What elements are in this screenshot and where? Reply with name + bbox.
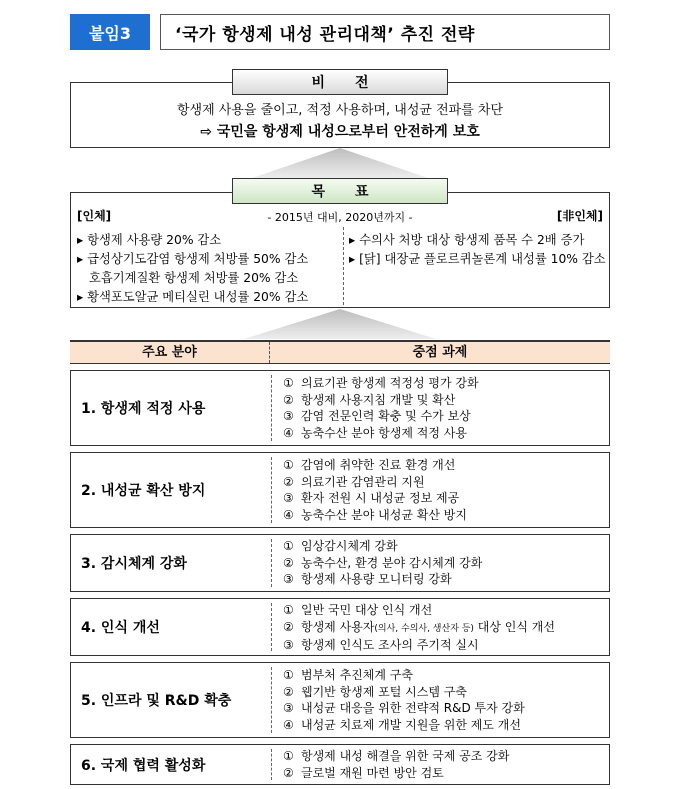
goal-box bbox=[70, 192, 610, 308]
list-item: ▸ 황색포도알균 메티실린 내성률 20% 감소 bbox=[77, 290, 309, 304]
goal-period-note: - 2015년 대비, 2020년까지 - bbox=[267, 211, 413, 224]
vision-label: 비전 bbox=[232, 69, 448, 95]
task-number: ④ bbox=[283, 507, 294, 522]
task-item bbox=[283, 602, 555, 619]
list-item: ▸ 급성상기도감염 항생제 처방률 50% 감소 bbox=[77, 252, 309, 266]
task-text: 웹기반 항생제 포털 시스템 구축 bbox=[301, 684, 467, 699]
task-number: ① bbox=[283, 749, 294, 763]
task-list bbox=[283, 748, 509, 781]
human-goal-list bbox=[77, 231, 308, 307]
task-text: 항생제 내성 해결을 위한 국제 공조 강화 bbox=[301, 749, 510, 763]
task-item bbox=[283, 392, 479, 409]
row-divider bbox=[271, 603, 272, 651]
task-list bbox=[283, 538, 482, 588]
task-number: ③ bbox=[283, 572, 294, 586]
task-list bbox=[283, 457, 467, 523]
task-number: ② bbox=[283, 684, 294, 699]
task-item bbox=[283, 490, 467, 507]
task-item bbox=[283, 425, 479, 442]
task-number: ③ bbox=[283, 701, 294, 715]
area-row bbox=[70, 534, 610, 592]
task-number: ③ bbox=[283, 491, 294, 505]
task-text: 항생제 사용자 bbox=[301, 619, 375, 634]
task-list bbox=[283, 602, 555, 654]
task-text: 임상감시체계 강화 bbox=[301, 539, 398, 553]
goal-divider bbox=[343, 227, 344, 305]
goal-label: 목표 bbox=[232, 178, 448, 204]
row-divider bbox=[271, 457, 272, 523]
task-list bbox=[283, 667, 525, 733]
task-number: ③ bbox=[283, 409, 294, 423]
task-text: 항생제 사용량 모니터링 강화 bbox=[301, 572, 452, 586]
task-number: ① bbox=[283, 376, 294, 390]
task-item bbox=[283, 555, 482, 572]
task-item bbox=[283, 408, 479, 425]
row-divider bbox=[271, 667, 272, 733]
task-text: 내성균 치료제 개발 지원을 위한 제도 개선 bbox=[301, 717, 521, 732]
task-text: 감염에 취약한 진료 환경 개선 bbox=[301, 458, 456, 472]
area-name: 1. 항생제 적정 사용 bbox=[81, 401, 206, 417]
vision-statement: 항생제 사용을 줄이고, 적정 사용하며, 내성균 전파를 차단 bbox=[176, 103, 504, 118]
task-number: ② bbox=[283, 474, 294, 489]
task-text: 내성균 대응을 위한 전략적 R&D 투자 강화 bbox=[301, 701, 525, 715]
task-text: 농축수산 분야 항생제 적정 사용 bbox=[301, 425, 467, 440]
document-header bbox=[70, 14, 610, 50]
task-text: 환자 전원 시 내성균 정보 제공 bbox=[301, 491, 460, 505]
nonhuman-goal-list bbox=[349, 231, 606, 269]
task-item bbox=[283, 684, 525, 701]
list-item: ▸ [닭] 대장균 플로르퀴놀론계 내성률 10% 감소 bbox=[349, 252, 606, 266]
row-divider bbox=[271, 539, 272, 587]
vision-goal-statement: ⇨ 국민을 항생제 내성으로부터 안전하게 보호 bbox=[200, 124, 480, 140]
task-item bbox=[283, 538, 482, 555]
upward-arrow-shape bbox=[0, 309, 680, 339]
task-number: ① bbox=[283, 668, 294, 682]
task-number: ① bbox=[283, 458, 294, 472]
attachment-badge: 붙임3 bbox=[70, 14, 150, 50]
task-text: 감염 전문인력 확충 및 수가 보상 bbox=[301, 409, 471, 423]
row-divider bbox=[271, 749, 272, 780]
area-row bbox=[70, 370, 610, 446]
task-number: ④ bbox=[283, 425, 294, 440]
task-list bbox=[283, 375, 479, 441]
row-divider bbox=[271, 375, 272, 441]
task-note: (의사, 수의사, 생산자 등) bbox=[374, 623, 474, 634]
task-item bbox=[283, 700, 525, 717]
list-item: 호흡기계질환 항생제 처방률 20% 감소 bbox=[89, 271, 299, 285]
task-number: ① bbox=[283, 603, 294, 617]
task-item bbox=[283, 619, 555, 638]
task-text: 항생제 인식도 조사의 주기적 실시 bbox=[301, 638, 479, 652]
area-row bbox=[70, 662, 610, 738]
table-header bbox=[70, 340, 610, 364]
task-text: 의료기관 항생제 적정성 평가 강화 bbox=[301, 376, 479, 390]
task-item bbox=[283, 474, 467, 491]
task-text: 대상 인식 개선 bbox=[473, 619, 555, 634]
area-name: 3. 감시체계 강화 bbox=[81, 556, 187, 572]
task-text: 농축수산, 환경 분야 감시체계 강화 bbox=[301, 555, 483, 570]
task-number: ① bbox=[283, 539, 294, 553]
area-name: 2. 내성균 확산 방지 bbox=[81, 483, 206, 499]
task-text: 글로벌 재원 마련 방안 검토 bbox=[301, 765, 444, 780]
area-row bbox=[70, 598, 610, 656]
column-header-area: 주요 분야 bbox=[70, 342, 270, 363]
human-header: [인체] bbox=[77, 209, 112, 223]
task-number: ② bbox=[283, 392, 294, 407]
nonhuman-header: [非인체] bbox=[556, 209, 603, 223]
list-item: ▸ 항생제 사용량 20% 감소 bbox=[77, 233, 222, 247]
task-text: 일반 국민 대상 인식 개선 bbox=[301, 603, 433, 617]
task-item bbox=[283, 717, 525, 734]
area-row bbox=[70, 452, 610, 528]
list-item: ▸ 수의사 처방 대상 항생제 품목 수 2배 증가 bbox=[349, 233, 585, 247]
task-item bbox=[283, 457, 467, 474]
upward-arrow-shape bbox=[0, 148, 680, 178]
task-number: ③ bbox=[283, 638, 294, 652]
task-item bbox=[283, 765, 509, 782]
task-item bbox=[283, 571, 482, 588]
task-item bbox=[283, 507, 467, 524]
task-number: ② bbox=[283, 765, 294, 780]
task-text: 농축수산 분야 내성균 확산 방지 bbox=[301, 507, 467, 522]
task-text: 항생제 사용지침 개발 및 확산 bbox=[301, 392, 456, 407]
area-name: 5. 인프라 및 R&D 확충 bbox=[81, 693, 232, 709]
task-item bbox=[283, 667, 525, 684]
task-number: ② bbox=[283, 555, 294, 570]
column-header-tasks: 중점 과제 bbox=[412, 345, 468, 360]
task-item bbox=[283, 748, 509, 765]
task-text: 범부처 추진체계 구축 bbox=[301, 668, 413, 682]
area-name: 4. 인식 개선 bbox=[81, 620, 160, 636]
task-number: ② bbox=[283, 619, 294, 634]
task-item bbox=[283, 637, 555, 654]
page-title: ‘국가 항생제 내성 관리대책’ 추진 전략 bbox=[160, 14, 610, 50]
task-text: 의료기관 감염관리 지원 bbox=[301, 474, 425, 489]
area-name: 6. 국제 협력 활성화 bbox=[81, 757, 206, 774]
area-row bbox=[70, 744, 610, 785]
task-item bbox=[283, 375, 479, 392]
task-number: ④ bbox=[283, 717, 294, 732]
